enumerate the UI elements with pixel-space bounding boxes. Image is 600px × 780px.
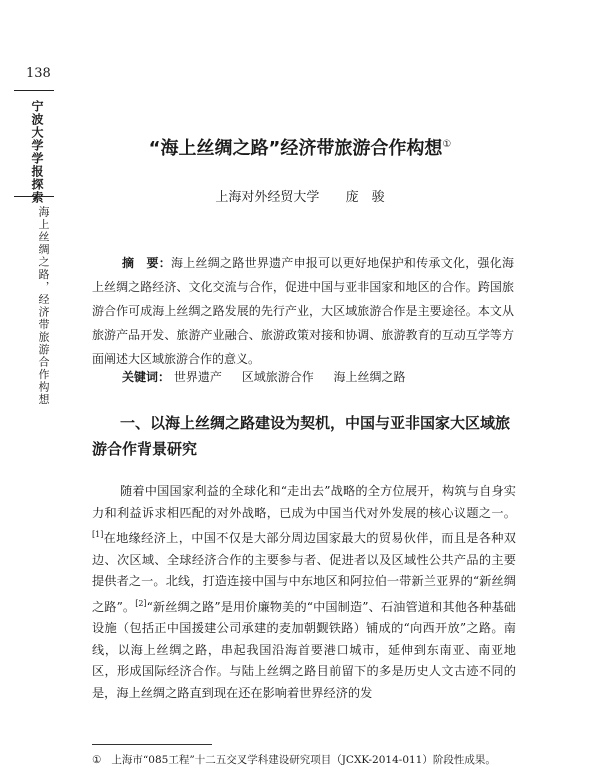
author-affiliation: 上海对外经贸大学 <box>215 190 320 205</box>
keyword-item: 海上丝绸之路 <box>333 370 406 384</box>
page-number: 138 <box>26 66 51 81</box>
body-paragraph <box>92 481 516 704</box>
keywords-label: 关键词： <box>122 370 171 384</box>
keyword-item: 区域旅游合作 <box>241 370 314 384</box>
journal-vertical-name: 宁波大学学报探索 <box>30 100 44 204</box>
citation-ref-2: [2] <box>135 598 147 608</box>
footnote-mark: ① <box>92 754 102 766</box>
citation-ref-1: [1] <box>92 530 104 539</box>
author-name: 庞 骏 <box>345 190 385 205</box>
article-title-text: “海上丝绸之路”经济带旅游合作构想 <box>148 138 443 159</box>
title-footnote-mark: ① <box>442 139 452 150</box>
body-text-part2: 在地缘经济上，中国不仅是大部分周边国家最大的贸易伙伴，而且是各种双边、次区域、全球经济合作的主要参与者、促进者以及区域性公共产品的主要提供者之一。北线，打造连接中国与中东地区和阿拉伯一带新兰亚界的“新丝绸之路”。 <box>92 531 516 614</box>
running-title-vertical: 海上丝绸之路，经济带旅游合作构想 <box>37 206 50 406</box>
article-title <box>0 134 600 160</box>
footnote-text: 上海市“085工程”十二五交叉学科建设研究项目（JCXK-2014-011）阶段性成果。 <box>111 754 496 766</box>
keyword-item: 世界遗产 <box>173 370 222 384</box>
footnote-rule <box>92 744 212 745</box>
body-text-part1: 随着中国国家利益的全球化和“走出去”战略的全方位展开，构筑与自身实力和利益诉求相匹配的对外战略，已成为中国当代对外发展的核心议题之一。 <box>92 484 516 520</box>
abstract-paragraph <box>92 251 514 371</box>
keywords-line <box>122 368 422 385</box>
abstract-label: 摘 要： <box>122 256 172 270</box>
footnote <box>92 752 522 767</box>
abstract-text: 海上丝绸之路世界遗产申报可以更好地保护和传承文化，强化海上丝绸之路经济、文化交流与合作，促进中国与亚非国家和地区的合作。跨国旅游合作可成海上丝绸之路发展的先行产业，大区域旅游合作是主要途径。本文从旅游产品开发、旅游产业融合、旅游政策对接和协调、旅游教育的互动互学等方面阐述大区域旅游合作的意义。 <box>92 256 514 366</box>
section-heading: 一、以海上丝绸之路建设为契机，中国与亚非国家大区域旅游合作背景研究 <box>92 414 511 458</box>
body-text-part3: “新丝绸之路”是用价廉物美的“中国制造”、石油管道和其他各种基础设施（包括正中国援建公司承建的麦加朝觐铁路）铺成的“向西开放”之路。南线，以海上丝绸之路，串起我国沿海首要港口城市，延伸到东南亚、南亚地区，形成国际经济合作。与陆上丝绸之路目前留下的多是历史人文古迹不同的是，海上丝绸之路直到现在还在影响着世界经济的发 <box>92 599 516 700</box>
author-line <box>0 186 600 205</box>
abstract-block <box>92 251 514 371</box>
side-rule-top <box>14 90 54 91</box>
